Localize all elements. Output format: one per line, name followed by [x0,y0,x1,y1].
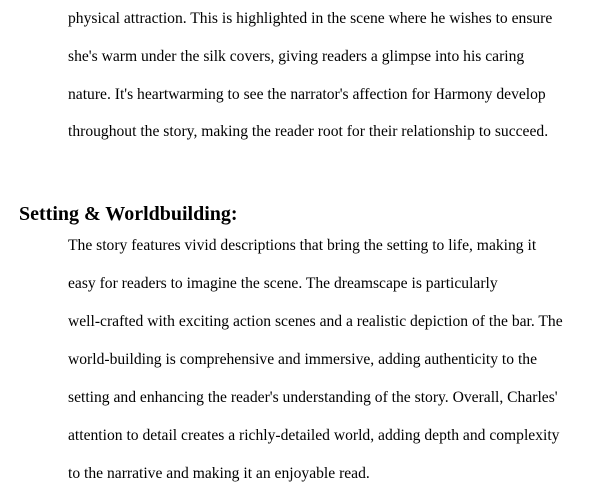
text-line: world-building is comprehensive and immersive, adding authenticity to the [68,351,538,368]
text-line: throughout the story, making the reader root for their relationship to succeed. [68,123,549,140]
text-line: she's warm under the silk covers, giving readers a glimpse into his caring [68,48,525,65]
text-line: setting and enhancing the reader's understanding of the story. Overall, Charles' [68,389,558,406]
text-line: easy for readers to imagine the scene. The dreamscape is particularly [68,275,498,292]
text-line: physical attraction. This is highlighted in the scene where he wishes to ensure [68,10,553,27]
text-line: nature. It's heartwarming to see the narrator's affection for Harmony develop [68,86,546,103]
text-line: attention to detail creates a richly-detailed world, adding depth and complexity [68,427,560,444]
text-line: well-crafted with exciting action scenes and a realistic depiction of the bar. The [68,313,563,330]
section-heading-setting: Setting & Worldbuilding: [19,203,238,225]
text-line: to the narrative and making it an enjoyable read. [68,465,370,482]
text-line: The story features vivid descriptions that bring the setting to life, making it [68,237,537,254]
